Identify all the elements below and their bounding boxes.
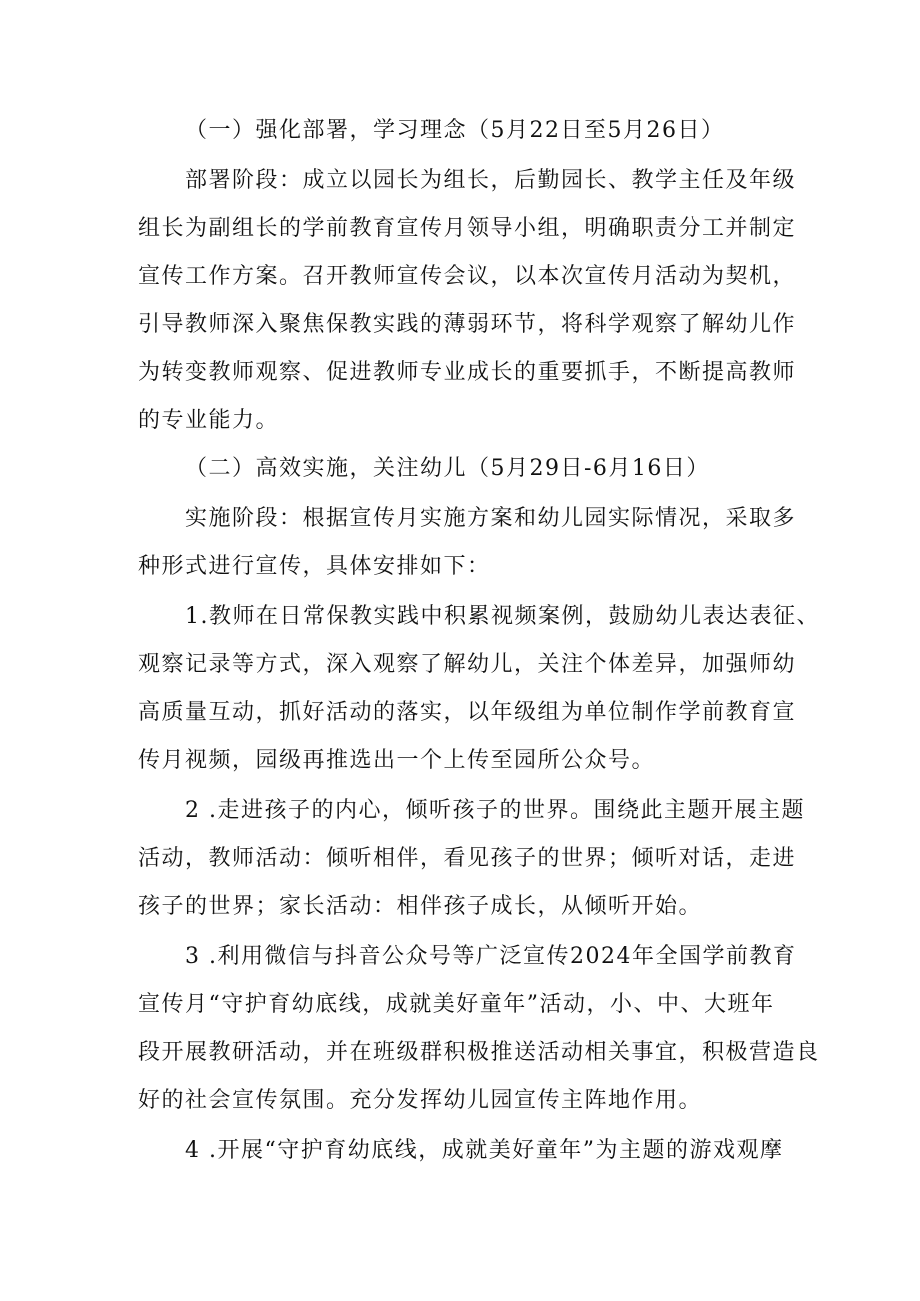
list-item-2-line: 孩子的世界；家长活动：相伴孩子成长，从倾听开始。 xyxy=(138,894,703,919)
paragraph-line: 实施阶段：根据宣传月实施方案和幼儿园实际情况，采取多 xyxy=(185,506,797,531)
paragraph-line: 种形式进行宣传，具体安排如下： xyxy=(138,554,491,579)
list-item-1-line: 高质量互动，抓好活动的落实，以年级组为单位制作学前教育宣 xyxy=(138,700,797,725)
list-item-1-line: 观察记录等方式，深入观察了解幼儿，关注个体差异，加强师幼 xyxy=(138,652,797,677)
paragraph-line: 宣传工作方案。召开教师宣传会议，以本次宣传月活动为契机， xyxy=(138,264,797,289)
list-item-2-line: 活动，教师活动：倾听相伴，看见孩子的世界；倾听对话，走进 xyxy=(138,846,797,871)
paragraph-line: 的专业能力。 xyxy=(138,408,280,433)
list-item-3-line: 3 .利用微信与抖音公众号等广泛宣传2024年全国学前教育 xyxy=(185,944,797,969)
list-item-3-line: 好的社会宣传氛围。充分发挥幼儿园宣传主阵地作用。 xyxy=(138,1088,703,1113)
list-item-2-line: 2 .走进孩子的内心，倾听孩子的世界。围绕此主题开展主题 xyxy=(185,798,805,823)
section-heading-1: （一）强化部署，学习理念（5月22日至5月26日） xyxy=(185,118,725,143)
paragraph-line: 部署阶段：成立以园长为组长，后勤园长、教学主任及年级 xyxy=(185,168,797,193)
list-item-4-line: 4 .开展“守护育幼底线，成就美好童年”为主题的游戏观摩 xyxy=(185,1138,784,1163)
list-item-1-line: 传月视频，园级再推选出一个上传至园所公众号。 xyxy=(138,748,656,773)
paragraph-line: 组长为副组长的学前教育宣传月领导小组，明确职责分工并制定 xyxy=(138,216,797,241)
paragraph-line: 为转变教师观察、促进教师专业成长的重要抓手，不断提高教师 xyxy=(138,360,797,385)
section-heading-2: （二）高效实施，关注幼儿（5月29日-6月16日） xyxy=(185,456,710,481)
list-item-3-line: 宣传月“守护育幼底线，成就美好童年”活动，小、中、大班年 xyxy=(138,992,775,1017)
paragraph-line: 引导教师深入聚焦保教实践的薄弱环节，将科学观察了解幼儿作 xyxy=(138,312,797,337)
list-item-3-line: 段开展教研活动，并在班级群积极推送活动相关事宜，积极营造良 xyxy=(138,1040,820,1065)
list-item-1-line: 1.教师在日常保教实践中积累视频案例，鼓励幼儿表达表征、 xyxy=(185,604,820,629)
